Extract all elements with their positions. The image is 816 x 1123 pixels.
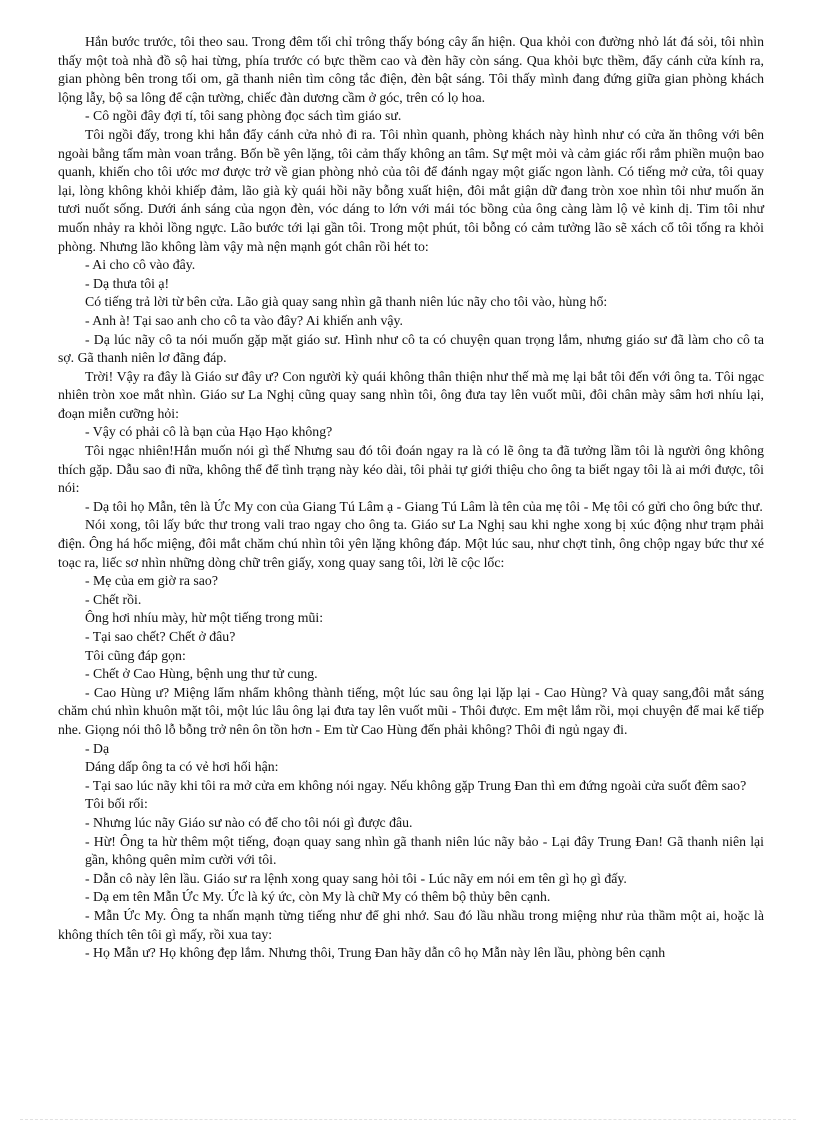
dialogue-line: - Hừ! Ông ta hừ thêm một tiếng, đoạn quay sang nhìn gã thanh niên lúc nãy bảo - Lại đây Trung Đan! Gã thanh niên lại gần, không quên mỉm cười với tôi. [85,833,764,868]
narration-line: Tôi cũng đáp gọn: [85,647,186,663]
narration-line: Tôi bối rối: [85,796,148,812]
dialogue-line: - Anh à! Tại sao anh cho cô ta vào đây? Ai khiến anh vậy. [85,312,403,328]
paragraph: Nói xong, tôi lấy bức thư trong vali trao ngay cho ông ta. Giáo sư La Nghị sau khi nghe xong bị xúc động như trạm phải điện. Ông há hốc miệng, đôi mắt chăm chú nhìn tôi yên lặng không đáp. Một lúc sau, như chợt tỉnh, ông chộp ngay bức thư xé toạc ra, liếc sơ nhìn những dòng chữ trên giấy, xong quay sang tôi, lời lẽ cộc lốc: [58,517,764,570]
dialogue-line: - Mẹ của em giờ ra sao? [85,573,218,589]
document-body [58,33,764,963]
paragraph: Tôi ngồi đấy, trong khi hắn đẩy cánh cửa nhỏ đi ra. Tôi nhìn quanh, phòng khách này hình như có cửa ăn thông với bên ngoài bằng tấm màn voan trắng. Bốn bề yên lặng, tôi cảm thấy không an tâm. Sự mệt mỏi và cảm giác rối rắm phiền muộn bao quanh, khiến cho tôi ước mơ được trở về gian phòng nhỏ của tôi để đánh ngay một giấc ngon lành. Có tiếng mở cửa, tôi quay lại, lòng không khỏi khiếp đảm, lão già kỳ quái hồi nãy bỗng xuất hiện, đôi mắt giận dữ đang tròn xoe nhìn tôi như muốn ăn tươi nuốt sống. Dưới ánh sáng của ngọn đèn, vóc dáng to lớn với mái tóc bồng của ông càng làm lộ vẻ kinh dị. Tim tôi như muốn nhảy ra khỏi lồng ngực. Lão bước tới lại gần tôi. Trong một phút, tôi bỗng có cảm tưởng lão sẽ xách cổ tôi tống ra khỏi phòng. Nhưng lão không làm vậy mà nện mạnh gót chân rồi hét to: [58,126,764,254]
dialogue-line: - Tại sao chết? Chết ở đâu? [85,629,236,644]
paragraph: - Cao Hùng ư? Miệng lẩm nhẩm không thành tiếng, một lúc sau ông lại lặp lại - Cao Hùng? Và quay sang,đôi mắt sáng chăm chú nhìn khuôn mặt tôi, một lúc lâu ông lại đưa tay lên vuốt mũi - Thôi được. Em mệt lắm rồi, mọi chuyện để mai kể tiếp nhe. Giọng nói thô lỗ bỗng trở nên ôn tồn hơn - Em từ Cao Hùng đến phải không? Thôi đi ngủ ngay đi. [58,684,764,737]
dialogue-line: - Dạ thưa tôi ạ! [85,275,170,291]
dialogue-line: - Họ Mẫn ư? Họ không đẹp lắm. Nhưng thôi, Trung Đan hãy dẫn cô họ Mẫn này lên lầu, phòng bên cạnh [85,945,666,961]
dialogue-line: - Chết ở Cao Hùng, bệnh ung thư tử cung. [85,666,318,682]
paragraph: Tôi ngạc nhiên!Hắn muốn nói gì thế Nhưng sau đó tôi đoán ngay ra là có lẽ ông ta đã tưởng lầm tôi là người ông không thích gặp. Dẫu sao đi nữa, không thể để tình trạng này kéo dài, tôi phải tự giới thiệu cho ông ta biết ngay tôi là ai mới được, tôi nói: [58,443,764,496]
paragraph: - Tại sao lúc nãy khi tôi ra mở cửa em không nói ngay. Nếu không gặp Trung Đan thì em đứng ngoài cửa suốt đêm sao? [85,777,747,793]
narration-line: Dáng dấp ông ta có vẻ hơi hối hận: [85,759,279,775]
paragraph: - Dạ tôi họ Mẫn, tên là Ức My con của Giang Tú Lâm ạ - Giang Tú Lâm là tên của mẹ tôi - Mẹ tôi có gửi cho ông bức thư. [85,498,763,514]
dialogue-line: - Chết rồi. [85,591,142,607]
dialogue-line: - Ai cho cô vào đây. [85,257,196,273]
dialogue-line: - Nhưng lúc nãy Giáo sư nào có để cho tôi nói gì được đâu. [85,814,413,830]
paragraph: Hắn bước trước, tôi theo sau. Trong đêm tối chỉ trông thấy bóng cây ẩn hiện. Qua khỏi con đường nhỏ lát đá sỏi, tôi nhìn thấy một toà nhà đồ sộ hai từng, phía trước có bực thềm cao và đèn hãy còn sáng. Qua khỏi bực thềm, đẩy cánh cửa kính ra, gian phòng bên trong tối om, gã thanh niên tìm công tắc điện, đèn bật sáng. Tôi thấy mình đang đứng giữa gian phòng khách lộng lẫy, bộ sa lông để cận tường, chiếc đàn dương cầm ở góc, trên có lọ hoa. [58,34,764,105]
dialogue-line: - Vậy có phải cô là bạn của Hạo Hạo không? [85,424,333,440]
dialogue-line: - Dạ [85,740,110,756]
paragraph: - Mẫn Ức My. Ông ta nhấn mạnh từng tiếng như để ghi nhớ. Sau đó lầu nhầu trong miệng như rủa thầm một ai, hoặc là không thích tên tôi gì mấy, rồi xua tay: [58,907,764,942]
narration-line: Ông hơi nhíu mày, hừ một tiếng trong mũi: [85,610,324,626]
paragraph: Trời! Vậy ra đây là Giáo sư đây ư? Con người kỳ quái không thân thiện như thế mà mẹ lại bắt tôi đến với ông ta. Tôi ngạc nhiên tròn xoe mắt nhìn. Giáo sư La Nghị cũng quay sang nhìn tôi, ông đưa tay lên vuốt mũi, đôi chân mày sâm hơi nhíu lại, đoạn miễn cưỡng hỏi: [58,368,764,421]
dialogue-line: - Cô ngồi đây đợi tí, tôi sang phòng đọc sách tìm giáo sư. [85,108,402,124]
narration-line: Có tiếng trả lời từ bên cửa. Lão già quay sang nhìn gã thanh niên lúc nãy cho tôi vào, hùng hổ: [85,294,608,310]
page-bottom-divider [20,1119,796,1120]
dialogue-line: - Dẫn cô này lên lầu. Giáo sư ra lệnh xong quay sang hỏi tôi - Lúc nãy em nói em tên gì họ gì đấy. [85,870,627,886]
paragraph: - Dạ lúc nãy cô ta nói muốn gặp mặt giáo sư. Hình như cô ta có chuyện quan trọng lắm, nhưng giáo sư đã làm cho cô ta sợ. Gã thanh niên lơ đãng đáp. [58,331,764,366]
dialogue-line: - Dạ em tên Mẫn Ức My. Ức là ký ức, còn My là chữ My có thêm bộ thủy bên cạnh. [85,889,551,905]
